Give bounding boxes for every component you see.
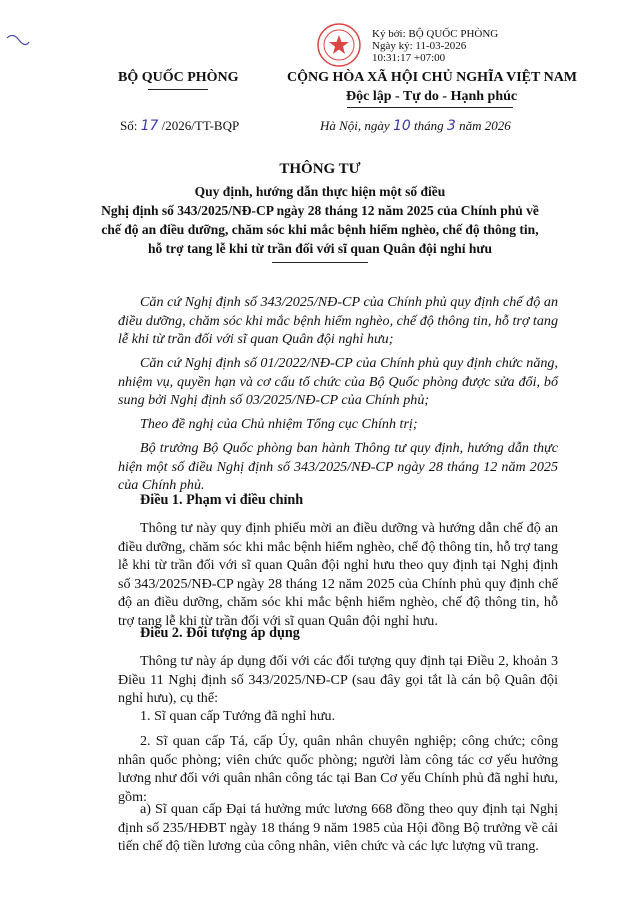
signed-by: Ký bởi: BỘ QUỐC PHÒNG — [372, 28, 499, 40]
title-line-3: chế độ an điều dưỡng, chăm sóc khi mắc bệnh hiểm nghèo, chế độ thông tin, — [101, 222, 539, 237]
article-2-item-2: 2. Sĩ quan cấp Tá, cấp Úy, quân nhân chuyên nghiệp; công chức; công nhân quốc phòng; viên chức quốc phòng; người làm công tác cơ yếu hưởng lương như đối với quân nhân công tác tại Ban Cơ yếu Chính phủ đã nghỉ hưu, gồm: — [118, 733, 558, 805]
signed-time: 10:31:17 +07:00 — [372, 52, 446, 64]
title-line-1: Quy định, hướng dẫn thực hiện một số điều — [194, 184, 446, 199]
preamble-paragraph-1: Căn cứ Nghị định số 343/2025/NĐ-CP của Chính phủ quy định chế độ an điều dưỡng, chăm sóc khi mắc bệnh hiểm nghèo, chế độ thông tin, hỗ trợ tang lễ khi từ trần đối với sĩ quan Quân đội nghỉ hưu; — [118, 294, 558, 348]
national-motto: Độc lập - Tự do - Hạnh phúc — [346, 89, 518, 104]
document-number-handwritten: 17 — [140, 118, 159, 134]
month-handwritten: 3 — [446, 118, 456, 134]
place-and-date: Hà Nội, ngày 10 tháng 3 năm 2026 — [320, 118, 511, 134]
article-2-item-2a: a) Sĩ quan cấp Đại tá hưởng mức lương 668 đồng theo quy định tại Nghị định số 235/HĐBT ngày 18 tháng 9 năm 1985 của Hội đồng Bộ trưởng về cải tiến chế độ tiền lương của công nhân, viên chức và các lực lượng vũ trang. — [118, 801, 558, 855]
national-emblem-stamp-icon — [316, 22, 362, 68]
title-line-2: Nghị định số 343/2025/NĐ-CP ngày 28 tháng 12 năm 2025 của Chính phủ về — [101, 203, 539, 218]
document-type-title: THÔNG TƯ — [279, 161, 361, 177]
preamble-paragraph-3: Theo đề nghị của Chủ nhiệm Tổng cục Chính trị; — [140, 416, 418, 432]
motto-underline — [347, 107, 513, 108]
title-line-4: hỗ trợ tang lễ khi từ trần đối với sĩ quan Quân đội nghỉ hưu — [148, 241, 492, 256]
national-title: CỘNG HÒA XÃ HỘI CHỦ NGHĨA VIỆT NAM — [287, 70, 578, 85]
preamble-paragraph-4: Bộ trưởng Bộ Quốc phòng ban hành Thông tư quy định, hướng dẫn thực hiện một số điều Nghị định số 343/2025/NĐ-CP ngày 28 tháng 12 năm 2025 của Chính phủ. — [118, 440, 558, 494]
preamble-paragraph-2: Căn cứ Nghị định số 01/2022/NĐ-CP của Chính phủ quy định chức năng, nhiệm vụ, quyền hạn và cơ cấu tổ chức của Bộ Quốc phòng được sửa đổi, bổ sung bởi Nghị định số 03/2025/NĐ-CP của Chính phủ; — [118, 355, 558, 409]
article-2-heading: Điều 2. Đối tượng áp dụng — [140, 625, 300, 641]
digital-signature-block — [372, 28, 498, 64]
article-2-item-1: 1. Sĩ quan cấp Tướng đã nghỉ hưu. — [140, 708, 336, 724]
pen-mark-icon — [5, 30, 31, 50]
article-1-heading: Điều 1. Phạm vi điều chỉnh — [140, 492, 304, 508]
signed-date: Ngày ký: 11-03-2026 — [372, 40, 467, 52]
document-number: Số: 17 /2026/TT-BQP — [120, 118, 240, 134]
day-handwritten: 10 — [392, 118, 411, 134]
title-underline — [272, 262, 368, 263]
article-2-intro: Thông tư này áp dụng đối với các đối tượng quy định tại Điều 2, khoản 3 Điều 11 Nghị định số 343/2025/NĐ-CP (sau đây gọi tắt là cán bộ Quân đội nghỉ hưu), cụ thể: — [118, 653, 558, 707]
article-1-body: Thông tư này quy định phiếu mời an điều dưỡng và hướng dẫn chế độ an điều dưỡng, chăm sóc khi mắc bệnh hiểm nghèo, chế độ thông tin, hỗ trợ tang lễ khi từ trần đối với sĩ quan Quân đội nghỉ hưu theo quy định tại Nghị định số 343/2025/NĐ-CP ngày 28 tháng 12 năm 2025 của Chính phủ quy định chế độ an điều dưỡng, chăm sóc khi mắc bệnh hiểm nghèo, chế độ thông tin, hỗ trợ tang lễ khi từ trần đối với sĩ quan Quân đội nghỉ hưu. — [118, 520, 558, 629]
issuing-organization: BỘ QUỐC PHÒNG — [118, 70, 239, 85]
org-underline — [148, 89, 208, 90]
